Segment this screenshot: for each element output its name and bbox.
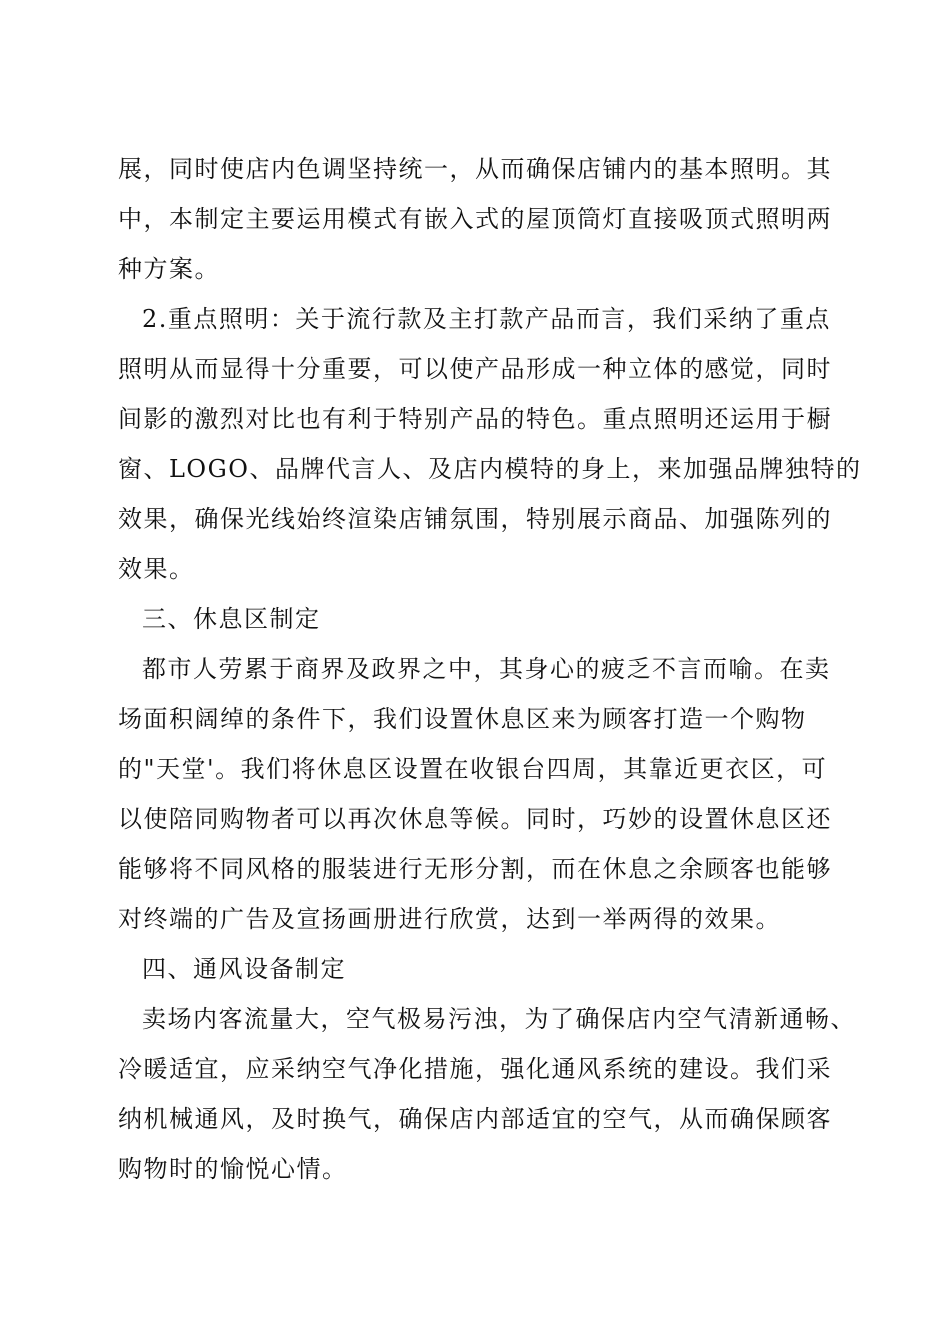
text-line: 窗、LOGO、品牌代言人、及店内模特的身上，来加强品牌独特的 <box>118 455 862 483</box>
text-line: 间影的激烈对比也有利于特别产品的特色。重点照明还运用于橱 <box>118 405 832 433</box>
text-line: 照明从而显得十分重要，可以使产品形成一种立体的感觉，同时 <box>118 355 832 383</box>
text-line: 展，同时使店内色调坚持统一，从而确保店铺内的基本照明。其 <box>118 155 832 183</box>
section-heading: 四、通风设备制定 <box>142 955 346 983</box>
text-line: 都市人劳累于商界及政界之中，其身心的疲乏不言而喻。在卖 <box>142 655 831 683</box>
text-line: 的"天堂'。我们将休息区设置在收银台四周，其靠近更衣区，可 <box>118 755 828 783</box>
section-heading: 三、休息区制定 <box>142 605 321 633</box>
text-line: 场面积阔绰的条件下，我们设置休息区来为顾客打造一个购物 <box>118 705 807 733</box>
text-line: 效果，确保光线始终渲染店铺氛围，特别展示商品、加强陈列的 <box>118 505 832 533</box>
text-line: 种方案。 <box>118 255 220 283</box>
text-line: 以使陪同购物者可以再次休息等候。同时，巧妙的设置休息区还 <box>118 805 832 833</box>
text-line: 冷暖适宜，应采纳空气净化措施，强化通风系统的建设。我们采 <box>118 1055 832 1083</box>
text-line: 中，本制定主要运用模式有嵌入式的屋顶筒灯直接吸顶式照明两 <box>118 205 832 233</box>
text-line: 购物时的愉悦心情。 <box>118 1155 348 1183</box>
text-line: 卖场内客流量大，空气极易污浊，为了确保店内空气清新通畅、 <box>142 1005 856 1033</box>
text-line: 对终端的广告及宣扬画册进行欣赏，达到一举两得的效果。 <box>118 905 781 933</box>
text-line: 2.重点照明：关于流行款及主打款产品而言，我们采纳了重点 <box>142 305 831 333</box>
text-line: 纳机械通风，及时换气，确保店内部适宜的空气，从而确保顾客 <box>118 1105 832 1133</box>
text-line: 能够将不同风格的服装进行无形分割，而在休息之余顾客也能够 <box>118 855 832 883</box>
text-line: 效果。 <box>118 555 195 583</box>
